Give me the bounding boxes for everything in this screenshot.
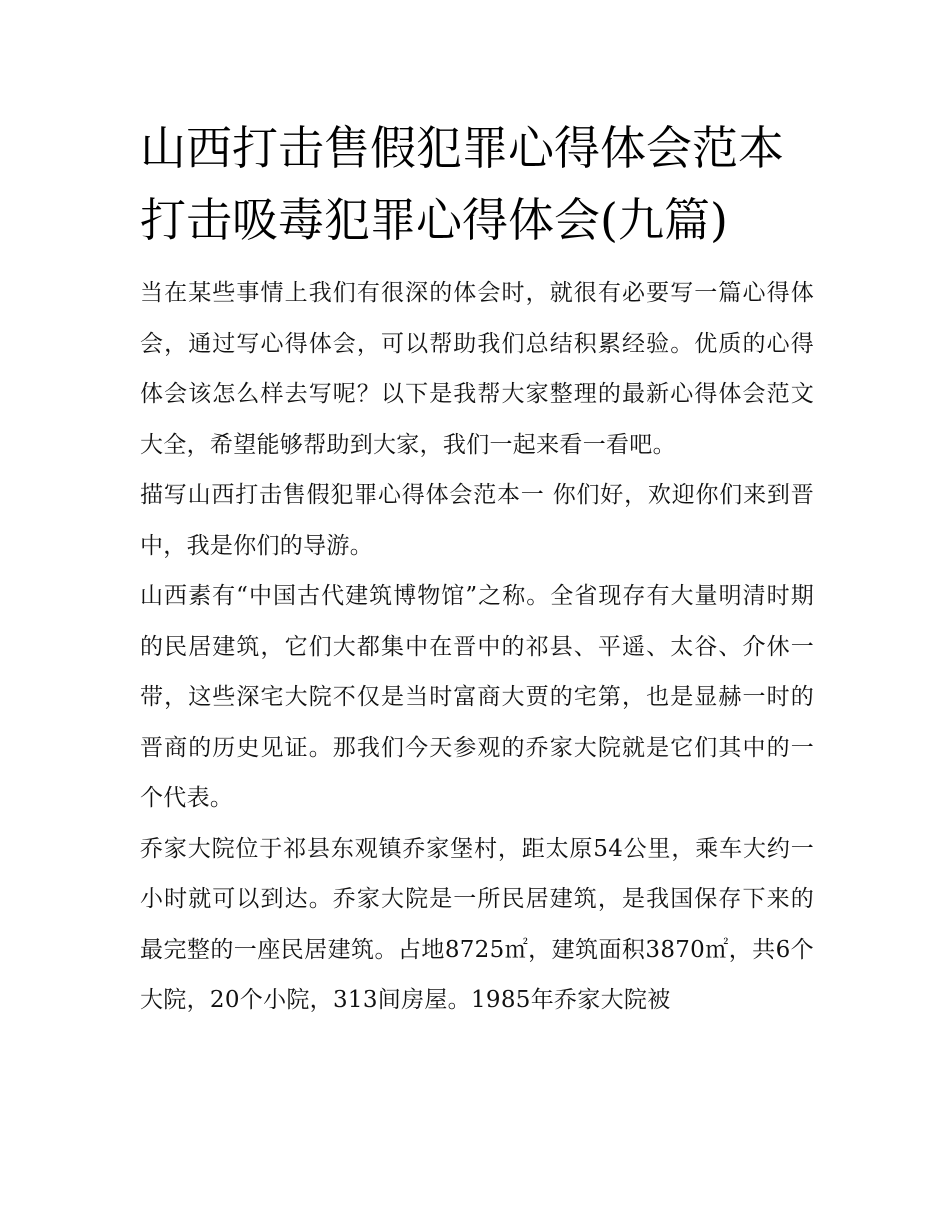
paragraph-shanxi-architecture: 山西素有“中国古代建筑博物馆”之称。全省现存有大量明清时期的民居建筑，它们大都集中在晋中的祁县、平遥、太谷、介休一带，这些深宅大院不仅是当时富商大贾的宅第，也是显赫一时的晋商的历史见证。那我们今天参观的乔家大院就是它们其中的一个代表。 [140,583,814,811]
paragraph-intro: 当在某些事情上我们有很深的体会时，就很有必要写一篇心得体会，通过写心得体会，可以帮助我们总结积累经验。优质的心得体会该怎么样去写呢？以下是我帮大家整理的最新心得体会范文大全，希望能够帮助到大家，我们一起来看一看吧。 [140,280,814,458]
paragraph-qiao-family-compound: 乔家大院位于祁县东观镇乔家堡村，距太原54公里，乘车大约一小时就可以到达。乔家大院是一所民居建筑，是我国保存下来的最完整的一座民居建筑。占地8725㎡，建筑面积3870㎡，共6个大院，20个小院，313间房屋。1985年乔家大院被 [140,835,814,1013]
document-page [140,112,814,1026]
document-title: 山西打击售假犯罪心得体会范本 打击吸毒犯罪心得体会(九篇) [140,121,784,247]
paragraph-greeting: 描写山西打击售假犯罪心得体会范本一 你们好，欢迎你们来到晋中，我是你们的导游。 [140,482,814,559]
